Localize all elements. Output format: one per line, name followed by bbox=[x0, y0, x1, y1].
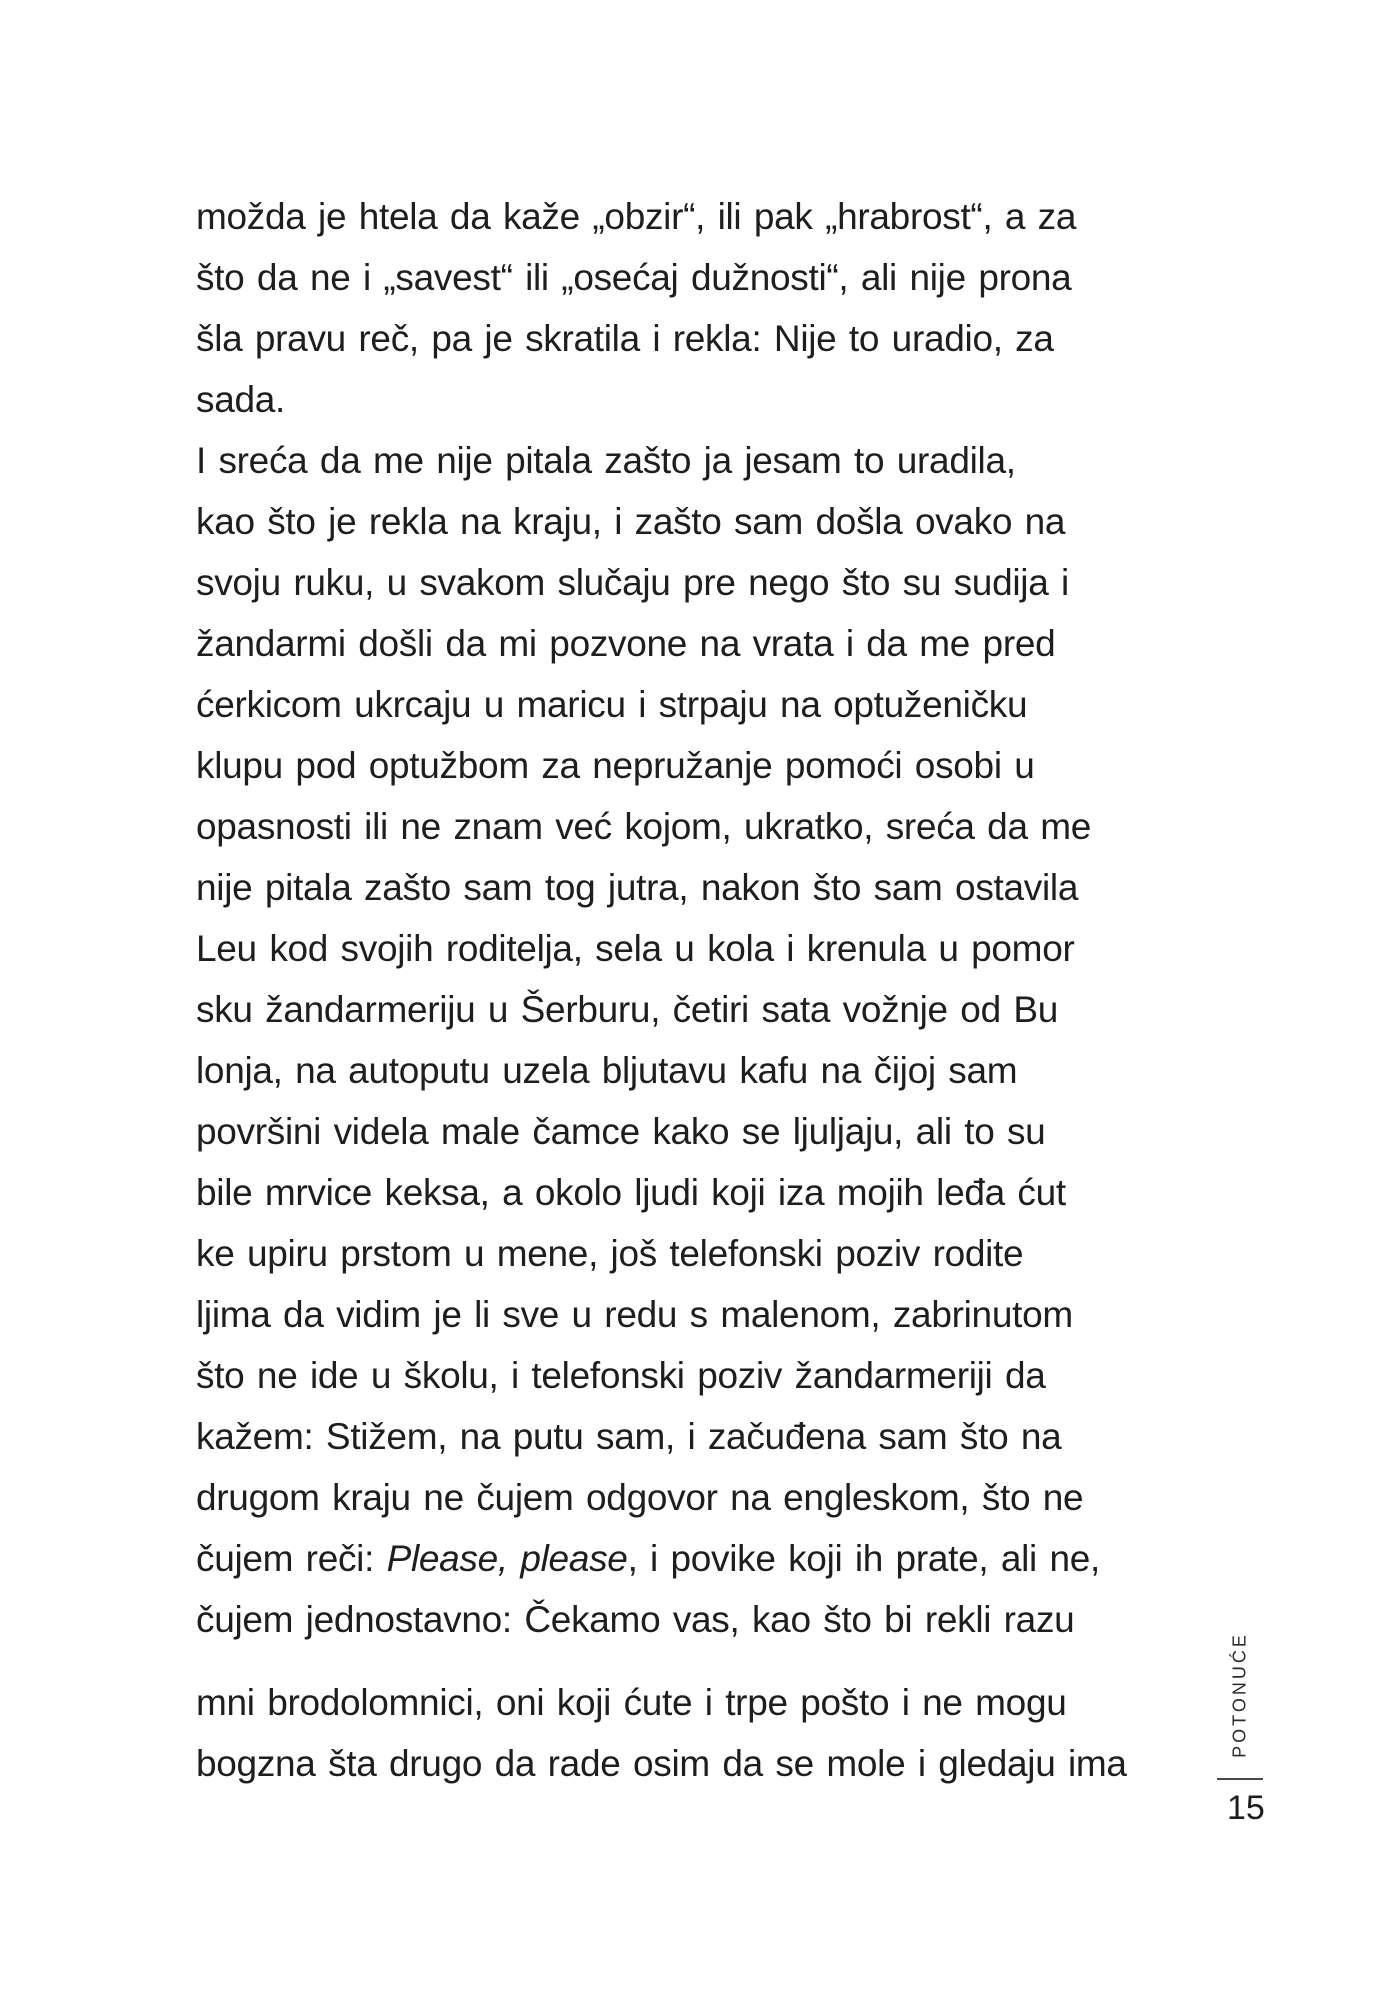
text-line bbox=[196, 857, 1276, 918]
text-segment: Leu kod svojih roditelja, sela u kola i krenula u pomor bbox=[196, 928, 1075, 969]
text-line bbox=[196, 1733, 1276, 1794]
text-line bbox=[196, 674, 1276, 735]
text-line bbox=[196, 1467, 1276, 1528]
text-segment: šla pravu reč, pa je skratila i rekla: Nije to uradio, za bbox=[196, 318, 1054, 359]
text-segment: ćerkicom ukrcaju u maricu i strpaju na optuženičku bbox=[196, 684, 1028, 725]
text-segment: površini videla male čamce kako se ljuljaju, ali to su bbox=[196, 1111, 1046, 1152]
text-segment: što da ne i „savest“ ili „osećaj dužnosti“, ali nije prona bbox=[196, 257, 1072, 298]
text-line bbox=[196, 1223, 1276, 1284]
text-segment: čujem reči: bbox=[196, 1538, 387, 1579]
text-segment: što ne ide u školu, i telefonski poziv žandarmeriji da bbox=[196, 1355, 1046, 1396]
sidebar-divider bbox=[1217, 1778, 1263, 1780]
text-line bbox=[196, 1672, 1276, 1733]
text-line bbox=[196, 1345, 1276, 1406]
text-line bbox=[196, 247, 1276, 308]
text-segment: sku žandarmeriju u Šerburu, četiri sata vožnje od Bu bbox=[196, 989, 1058, 1030]
text-segment: svoju ruku, u svakom slučaju pre nego što su sudija i bbox=[196, 562, 1069, 603]
text-segment: opasnosti ili ne znam već kojom, ukratko, sreća da me bbox=[196, 806, 1091, 847]
text-segment: ljima da vidim je li sve u redu s malenom, zabrinutom bbox=[196, 1294, 1073, 1335]
italic-phrase: Please, please bbox=[386, 1538, 628, 1579]
text-segment: možda je htela da kaže „obzir“, ili pak „hrabrost“, a za bbox=[196, 196, 1077, 237]
text-line bbox=[196, 1040, 1276, 1101]
text-segment: drugom kraju ne čujem odgovor na engleskom, što ne bbox=[196, 1477, 1084, 1518]
text-line bbox=[196, 369, 1276, 430]
text-segment: nije pitala zašto sam tog jutra, nakon što sam ostavila bbox=[196, 867, 1079, 908]
text-line bbox=[196, 430, 1276, 491]
text-line bbox=[196, 186, 1276, 247]
text-line bbox=[196, 1528, 1276, 1589]
text-line bbox=[196, 1406, 1276, 1467]
text-line bbox=[196, 1284, 1276, 1345]
text-segment: bogzna šta drugo da rade osim da se mole i gledaju ima bbox=[196, 1743, 1127, 1784]
text-segment: bile mrvice keksa, a okolo ljudi koji iza mojih leđa ćut bbox=[196, 1172, 1066, 1213]
text-segment: čujem jednostavno: Čekamo vas, kao što bi rekli razu bbox=[196, 1599, 1075, 1640]
text-segment: kao što je rekla na kraju, i zašto sam došla ovako na bbox=[196, 501, 1066, 542]
text-line bbox=[196, 613, 1276, 674]
text-line bbox=[196, 1101, 1276, 1162]
text-line bbox=[196, 308, 1276, 369]
text-segment: kažem: Stižem, na putu sam, i začuđena sam što na bbox=[196, 1416, 1062, 1457]
page-number: 15 bbox=[1227, 1789, 1265, 1827]
text-line bbox=[196, 796, 1276, 857]
text-segment: , i povike koji ih prate, ali ne, bbox=[627, 1538, 1100, 1579]
text-segment: lonja, na autoputu uzela bljutavu kafu na čijoj sam bbox=[196, 1050, 1018, 1091]
text-segment: sada. bbox=[196, 379, 286, 420]
text-line bbox=[196, 1162, 1276, 1223]
text-line bbox=[196, 1589, 1276, 1650]
text-line bbox=[196, 918, 1276, 979]
text-line bbox=[196, 491, 1276, 552]
text-line bbox=[196, 735, 1276, 796]
text-segment: mni brodolomnici, oni koji ćute i trpe pošto i ne mogu bbox=[196, 1682, 1067, 1723]
text-line bbox=[196, 552, 1276, 613]
text-line bbox=[196, 979, 1276, 1040]
page-text-block bbox=[196, 186, 1276, 1794]
chapter-title-vertical: POTONUĆE bbox=[1229, 1632, 1250, 1758]
text-segment: ke upiru prstom u mene, još telefonski poziv rodite bbox=[196, 1233, 1024, 1274]
text-segment: klupu pod optužbom za nepružanje pomoći osobi u bbox=[196, 745, 1035, 786]
text-segment: žandarmi došli da mi pozvone na vrata i da me pred bbox=[196, 623, 1056, 664]
text-segment: I sreća da me nije pitala zašto ja jesam to uradila, bbox=[196, 440, 1016, 481]
